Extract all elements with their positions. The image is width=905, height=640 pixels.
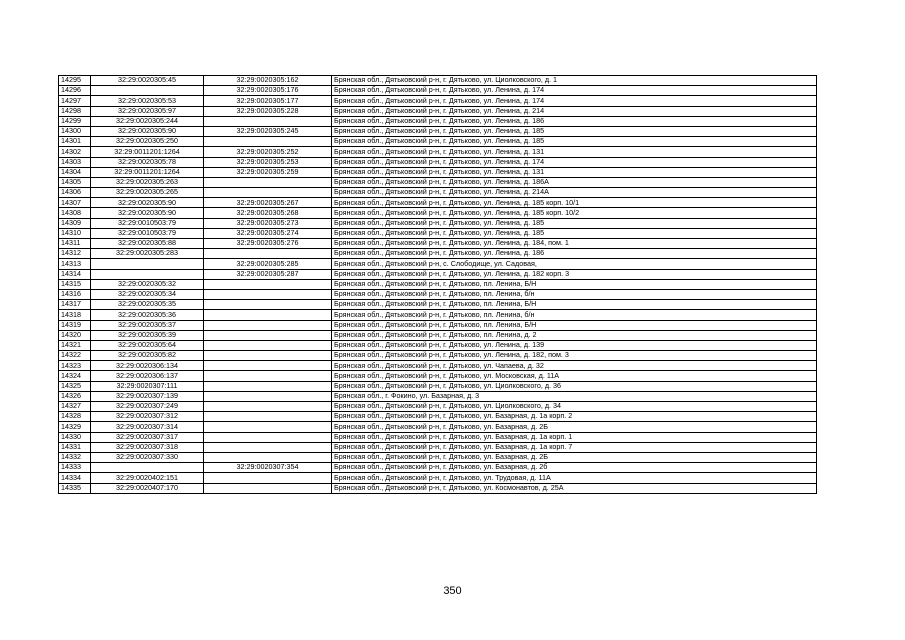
object-cadastral-number-cell bbox=[204, 483, 332, 493]
cadastral-number-cell: 32:29:0020306:134 bbox=[91, 361, 204, 371]
row-number-cell: 14297 bbox=[59, 96, 91, 106]
cadastral-number-cell: 32:29:0020307:317 bbox=[91, 432, 204, 442]
row-number-cell: 14304 bbox=[59, 167, 91, 177]
address-cell: Брянская обл., Дятьковский р-н, г. Дятьково, ул. Ленина, д. 185 bbox=[332, 126, 817, 136]
row-number-cell: 14306 bbox=[59, 188, 91, 198]
cadastral-number-cell: 32:29:0020305:36 bbox=[91, 310, 204, 320]
row-number-cell: 14316 bbox=[59, 289, 91, 299]
cadastral-number-cell: 32:29:0020305:34 bbox=[91, 289, 204, 299]
table-row bbox=[59, 412, 817, 422]
object-cadastral-number-cell bbox=[204, 381, 332, 391]
object-cadastral-number-cell bbox=[204, 391, 332, 401]
address-cell: Брянская обл., Дятьковский р-н, г. Дятьково, ул. Ленина, д. 185 bbox=[332, 228, 817, 238]
address-cell: Брянская обл., Дятьковский р-н, г. Дятьково, ул. Чапаева, д. 32 bbox=[332, 361, 817, 371]
address-cell: Брянская обл., Дятьковский р-н, г. Дятьково, ул. Ленина, д. 214 bbox=[332, 106, 817, 116]
table-row bbox=[59, 106, 817, 116]
address-cell: Брянская обл., Дятьковский р-н, г. Дятьково, ул. Ленина, д. 214А bbox=[332, 188, 817, 198]
cadastral-number-cell: 32:29:0020307:111 bbox=[91, 381, 204, 391]
cadastral-number-cell: 32:29:0020307:314 bbox=[91, 422, 204, 432]
cadastral-number-cell bbox=[91, 463, 204, 473]
row-number-cell: 14317 bbox=[59, 300, 91, 310]
table-row bbox=[59, 371, 817, 381]
table-row bbox=[59, 228, 817, 238]
row-number-cell: 14326 bbox=[59, 391, 91, 401]
cadastral-number-cell: 32:29:0010503:79 bbox=[91, 228, 204, 238]
object-cadastral-number-cell: 32:29:0020305:252 bbox=[204, 147, 332, 157]
cadastral-number-cell: 32:29:0020305:263 bbox=[91, 177, 204, 187]
row-number-cell: 14333 bbox=[59, 463, 91, 473]
cadastral-number-cell: 32:29:0020305:37 bbox=[91, 320, 204, 330]
cadastral-number-cell: 32:29:0020305:45 bbox=[91, 76, 204, 86]
object-cadastral-number-cell bbox=[204, 300, 332, 310]
address-cell: Брянская обл., Дятьковский р-н, г. Дятьково, ул. Циолковского, д. 1 bbox=[332, 76, 817, 86]
object-cadastral-number-cell: 32:29:0020305:276 bbox=[204, 239, 332, 249]
table-row bbox=[59, 126, 817, 136]
object-cadastral-number-cell: 32:29:0020307:354 bbox=[204, 463, 332, 473]
table-row bbox=[59, 198, 817, 208]
row-number-cell: 14334 bbox=[59, 473, 91, 483]
object-cadastral-number-cell bbox=[204, 412, 332, 422]
table-row bbox=[59, 279, 817, 289]
object-cadastral-number-cell: 32:29:0020305:273 bbox=[204, 218, 332, 228]
table-row bbox=[59, 463, 817, 473]
row-number-cell: 14335 bbox=[59, 483, 91, 493]
address-cell: Брянская обл., Дятьковский р-н, г. Дятьково, ул. Ленина, д. 131 bbox=[332, 167, 817, 177]
table-row bbox=[59, 147, 817, 157]
row-number-cell: 14303 bbox=[59, 157, 91, 167]
address-cell: Брянская обл., Дятьковский р-н, г. Дятьково, ул. Ленина, д. 185 bbox=[332, 137, 817, 147]
row-number-cell: 14296 bbox=[59, 86, 91, 96]
row-number-cell: 14298 bbox=[59, 106, 91, 116]
table-row bbox=[59, 167, 817, 177]
register-table-body bbox=[59, 76, 817, 494]
row-number-cell: 14320 bbox=[59, 330, 91, 340]
address-cell: Брянская обл., Дятьковский р-н, г. Дятьково, пл. Ленина, Б/Н bbox=[332, 300, 817, 310]
object-cadastral-number-cell bbox=[204, 432, 332, 442]
cadastral-number-cell: 32:29:0020305:64 bbox=[91, 340, 204, 350]
cadastral-number-cell: 32:29:0020307:318 bbox=[91, 442, 204, 452]
cadastral-number-cell: 32:29:0020305:88 bbox=[91, 239, 204, 249]
register-table bbox=[58, 75, 817, 494]
table-row bbox=[59, 391, 817, 401]
address-cell: Брянская обл., Дятьковский р-н, г. Дятьково, ул. Ленина, д. 174 bbox=[332, 86, 817, 96]
table-row bbox=[59, 340, 817, 350]
object-cadastral-number-cell: 32:29:0020305:253 bbox=[204, 157, 332, 167]
cadastral-number-cell: 32:29:0020402:151 bbox=[91, 473, 204, 483]
cadastral-number-cell: 32:29:0020305:53 bbox=[91, 96, 204, 106]
address-cell: Брянская обл., Дятьковский р-н, г. Дятьково, ул. Базарная, д. 1а корп. 2 bbox=[332, 412, 817, 422]
address-cell: Брянская обл., Дятьковский р-н, г. Дятьково, ул. Ленина, д. 139 bbox=[332, 340, 817, 350]
row-number-cell: 14311 bbox=[59, 239, 91, 249]
object-cadastral-number-cell bbox=[204, 361, 332, 371]
address-cell: Брянская обл., Дятьковский р-н, г. Дятьково, пл. Ленина, б/н bbox=[332, 289, 817, 299]
cadastral-number-cell: 32:29:0020407:170 bbox=[91, 483, 204, 493]
table-row bbox=[59, 76, 817, 86]
table-row bbox=[59, 351, 817, 361]
cadastral-number-cell: 32:29:0011201:1264 bbox=[91, 167, 204, 177]
row-number-cell: 14310 bbox=[59, 228, 91, 238]
table-row bbox=[59, 310, 817, 320]
row-number-cell: 14318 bbox=[59, 310, 91, 320]
cadastral-number-cell: 32:29:0020305:39 bbox=[91, 330, 204, 340]
table-row bbox=[59, 249, 817, 259]
address-cell: Брянская обл., Дятьковский р-н, г. Дятьково, ул. Ленина, д. 174 bbox=[332, 157, 817, 167]
cadastral-number-cell: 32:29:0020305:97 bbox=[91, 106, 204, 116]
table-row bbox=[59, 289, 817, 299]
object-cadastral-number-cell: 32:29:0020305:287 bbox=[204, 269, 332, 279]
object-cadastral-number-cell: 32:29:0020305:228 bbox=[204, 106, 332, 116]
table-row bbox=[59, 361, 817, 371]
object-cadastral-number-cell bbox=[204, 320, 332, 330]
object-cadastral-number-cell bbox=[204, 351, 332, 361]
object-cadastral-number-cell bbox=[204, 310, 332, 320]
cadastral-number-cell: 32:29:0020305:250 bbox=[91, 137, 204, 147]
row-number-cell: 14325 bbox=[59, 381, 91, 391]
table-row bbox=[59, 300, 817, 310]
object-cadastral-number-cell: 32:29:0020305:274 bbox=[204, 228, 332, 238]
table-row bbox=[59, 177, 817, 187]
table-row bbox=[59, 137, 817, 147]
address-cell: Брянская обл., Дятьковский р-н, г. Дятьково, ул. Базарная, д. 2б bbox=[332, 463, 817, 473]
object-cadastral-number-cell bbox=[204, 442, 332, 452]
row-number-cell: 14299 bbox=[59, 116, 91, 126]
address-cell: Брянская обл., Дятьковский р-н, г. Дятьково, ул. Ленина, д. 185 корп. 10/1 bbox=[332, 198, 817, 208]
address-cell: Брянская обл., Дятьковский р-н, г. Дятьково, пл. Ленина, Б/Н bbox=[332, 320, 817, 330]
address-cell: Брянская обл., Дятьковский р-н, г. Дятьково, ул. Трудовая, д. 11А bbox=[332, 473, 817, 483]
row-number-cell: 14319 bbox=[59, 320, 91, 330]
address-cell: Брянская обл., Дятьковский р-н, г. Дятьково, ул. Ленина, д. 131 bbox=[332, 147, 817, 157]
cadastral-number-cell: 32:29:0020305:78 bbox=[91, 157, 204, 167]
object-cadastral-number-cell bbox=[204, 188, 332, 198]
object-cadastral-number-cell: 32:29:0020305:177 bbox=[204, 96, 332, 106]
cadastral-number-cell: 32:29:0020305:35 bbox=[91, 300, 204, 310]
row-number-cell: 14300 bbox=[59, 126, 91, 136]
table-row bbox=[59, 259, 817, 269]
table-row bbox=[59, 442, 817, 452]
table-row bbox=[59, 473, 817, 483]
table-row bbox=[59, 157, 817, 167]
row-number-cell: 14330 bbox=[59, 432, 91, 442]
row-number-cell: 14329 bbox=[59, 422, 91, 432]
object-cadastral-number-cell bbox=[204, 116, 332, 126]
row-number-cell: 14321 bbox=[59, 340, 91, 350]
table-row bbox=[59, 330, 817, 340]
cadastral-number-cell: 32:29:0020305:90 bbox=[91, 208, 204, 218]
row-number-cell: 14322 bbox=[59, 351, 91, 361]
cadastral-number-cell bbox=[91, 269, 204, 279]
object-cadastral-number-cell: 32:29:0020305:176 bbox=[204, 86, 332, 96]
cadastral-number-cell bbox=[91, 259, 204, 269]
table-row bbox=[59, 188, 817, 198]
row-number-cell: 14309 bbox=[59, 218, 91, 228]
row-number-cell: 14295 bbox=[59, 76, 91, 86]
table-row bbox=[59, 269, 817, 279]
address-cell: Брянская обл., Дятьковский р-н, г. Дятьково, пл. Ленина, д. 2 bbox=[332, 330, 817, 340]
address-cell: Брянская обл., Дятьковский р-н, г. Дятьково, пл. Ленина, б/н bbox=[332, 310, 817, 320]
address-cell: Брянская обл., Дятьковский р-н, г. Дятьково, ул. Базарная, д. 1а корп. 1 bbox=[332, 432, 817, 442]
row-number-cell: 14328 bbox=[59, 412, 91, 422]
table-row bbox=[59, 402, 817, 412]
table-row bbox=[59, 239, 817, 249]
cadastral-number-cell: 32:29:0020305:32 bbox=[91, 279, 204, 289]
table-row bbox=[59, 86, 817, 96]
address-cell: Брянская обл., Дятьковский р-н, г. Дятьково, ул. Московская, д. 11А bbox=[332, 371, 817, 381]
table-row bbox=[59, 381, 817, 391]
cadastral-number-cell: 32:29:0020305:265 bbox=[91, 188, 204, 198]
object-cadastral-number-cell bbox=[204, 473, 332, 483]
table-row bbox=[59, 116, 817, 126]
object-cadastral-number-cell bbox=[204, 452, 332, 462]
address-cell: Брянская обл., Дятьковский р-н, г. Дятьково, пл. Ленина, Б/Н bbox=[332, 279, 817, 289]
address-cell: Брянская обл., Дятьковский р-н, г. Дятьково, ул. Ленина, д. 186А bbox=[332, 177, 817, 187]
table-row bbox=[59, 432, 817, 442]
object-cadastral-number-cell bbox=[204, 422, 332, 432]
object-cadastral-number-cell bbox=[204, 249, 332, 259]
address-cell: Брянская обл., Дятьковский р-н, г. Дятьково, ул. Базарная, д. 1а корп. 7 bbox=[332, 442, 817, 452]
row-number-cell: 14332 bbox=[59, 452, 91, 462]
cadastral-number-cell: 32:29:0020305:244 bbox=[91, 116, 204, 126]
object-cadastral-number-cell bbox=[204, 330, 332, 340]
cadastral-number-cell: 32:29:0020307:330 bbox=[91, 452, 204, 462]
cadastral-number-cell: 32:29:0020307:312 bbox=[91, 412, 204, 422]
cadastral-number-cell: 32:29:0020305:90 bbox=[91, 198, 204, 208]
cadastral-number-cell: 32:29:0020305:283 bbox=[91, 249, 204, 259]
row-number-cell: 14307 bbox=[59, 198, 91, 208]
address-cell: Брянская обл., Дятьковский р-н, г. Дятьково, ул. Ленина, д. 182, пом. 3 bbox=[332, 351, 817, 361]
table-row bbox=[59, 483, 817, 493]
table-row bbox=[59, 452, 817, 462]
cadastral-number-cell bbox=[91, 86, 204, 96]
row-number-cell: 14301 bbox=[59, 137, 91, 147]
cadastral-number-cell: 32:29:0020305:90 bbox=[91, 126, 204, 136]
address-cell: Брянская обл., Дятьковский р-н, г. Дятьково, ул. Базарная, д. 2Б bbox=[332, 422, 817, 432]
object-cadastral-number-cell bbox=[204, 279, 332, 289]
object-cadastral-number-cell bbox=[204, 371, 332, 381]
object-cadastral-number-cell bbox=[204, 177, 332, 187]
row-number-cell: 14323 bbox=[59, 361, 91, 371]
object-cadastral-number-cell: 32:29:0020305:162 bbox=[204, 76, 332, 86]
cadastral-number-cell: 32:29:0020305:82 bbox=[91, 351, 204, 361]
address-cell: Брянская обл., Дятьковский р-н, г. Дятьково, ул. Ленина, д. 186 bbox=[332, 116, 817, 126]
cadastral-number-cell: 32:29:0020307:139 bbox=[91, 391, 204, 401]
address-cell: Брянская обл., Дятьковский р-н, г. Дятьково, ул. Ленина, д. 174 bbox=[332, 96, 817, 106]
row-number-cell: 14312 bbox=[59, 249, 91, 259]
table-row bbox=[59, 218, 817, 228]
table-row bbox=[59, 422, 817, 432]
address-cell: Брянская обл., Дятьковский р-н, г. Дятьково, ул. Ленина, д. 185 bbox=[332, 218, 817, 228]
address-cell: Брянская обл., Дятьковский р-н, г. Дятьково, ул. Ленина, д. 184, пом. 1 bbox=[332, 239, 817, 249]
address-cell: Брянская обл., Дятьковский р-н, г. Дятьково, ул. Ленина, д. 185 корп. 10/2 bbox=[332, 208, 817, 218]
object-cadastral-number-cell bbox=[204, 340, 332, 350]
row-number-cell: 14314 bbox=[59, 269, 91, 279]
object-cadastral-number-cell bbox=[204, 137, 332, 147]
address-cell: Брянская обл., Дятьковский р-н, с. Слободище, ул. Садовая, bbox=[332, 259, 817, 269]
row-number-cell: 14313 bbox=[59, 259, 91, 269]
address-cell: Брянская обл., Дятьковский р-н, г. Дятьково, ул. Ленина, д. 186 bbox=[332, 249, 817, 259]
object-cadastral-number-cell: 32:29:0020305:267 bbox=[204, 198, 332, 208]
row-number-cell: 14315 bbox=[59, 279, 91, 289]
address-cell: Брянская обл., Дятьковский р-н, г. Дятьково, ул. Циолковского, д. 36 bbox=[332, 381, 817, 391]
cadastral-number-cell: 32:29:0020307:249 bbox=[91, 402, 204, 412]
object-cadastral-number-cell: 32:29:0020305:259 bbox=[204, 167, 332, 177]
address-cell: Брянская обл., Дятьковский р-н, г. Дятьково, ул. Космонавтов, д. 25А bbox=[332, 483, 817, 493]
address-cell: Брянская обл., Дятьковский р-н, г. Дятьково, ул. Ленина, д. 182 корп. 3 bbox=[332, 269, 817, 279]
object-cadastral-number-cell bbox=[204, 289, 332, 299]
object-cadastral-number-cell bbox=[204, 402, 332, 412]
table-row bbox=[59, 208, 817, 218]
row-number-cell: 14308 bbox=[59, 208, 91, 218]
row-number-cell: 14305 bbox=[59, 177, 91, 187]
table-row bbox=[59, 320, 817, 330]
address-cell: Брянская обл., Дятьковский р-н, г. Дятьково, ул. Циолковского, д. 34 bbox=[332, 402, 817, 412]
cadastral-number-cell: 32:29:0011201:1264 bbox=[91, 147, 204, 157]
cadastral-number-cell: 32:29:0020306:137 bbox=[91, 371, 204, 381]
table-row bbox=[59, 96, 817, 106]
object-cadastral-number-cell: 32:29:0020305:285 bbox=[204, 259, 332, 269]
object-cadastral-number-cell: 32:29:0020305:245 bbox=[204, 126, 332, 136]
row-number-cell: 14331 bbox=[59, 442, 91, 452]
address-cell: Брянская обл., Дятьковский р-н, г. Дятьково, ул. Базарная, д. 2Б bbox=[332, 452, 817, 462]
row-number-cell: 14302 bbox=[59, 147, 91, 157]
cadastral-number-cell: 32:29:0010503:79 bbox=[91, 218, 204, 228]
page-number: 350 bbox=[443, 585, 462, 597]
address-cell: Брянская обл., г. Фокино, ул. Базарная, д. 3 bbox=[332, 391, 817, 401]
row-number-cell: 14327 bbox=[59, 402, 91, 412]
row-number-cell: 14324 bbox=[59, 371, 91, 381]
object-cadastral-number-cell: 32:29:0020305:268 bbox=[204, 208, 332, 218]
